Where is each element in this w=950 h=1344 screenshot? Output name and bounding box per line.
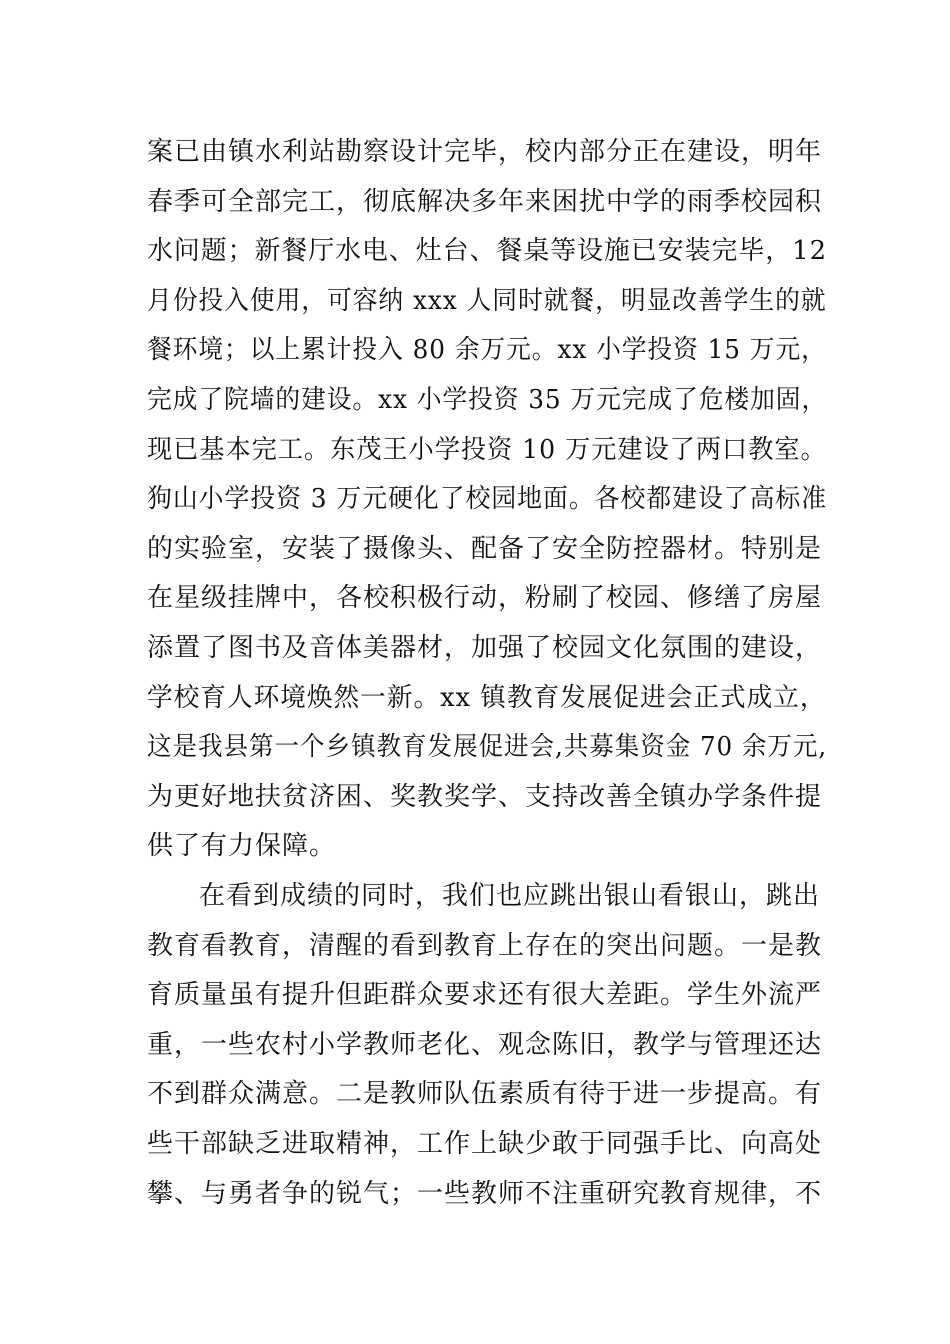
text-line: 完成了院墙的建设。xx 小学投资 35 万元完成了危楼加固， [147,385,828,415]
paragraph-first-line: 在看到成绩的同时，我们也应跳出银山看银山，跳出 [199,881,821,911]
text-line: 攀、与勇者争的锐气；一些教师不注重研究教育规律，不 [147,1179,823,1209]
text-line: 水问题；新餐厅水电、灶台、餐桌等设施已安装完毕，12 [147,236,828,266]
text-line: 些干部缺乏进取精神，工作上缺少敢于同强手比、向高处 [147,1129,823,1159]
text-line: 教育看教育，清醒的看到教育上存在的突出问题。一是教 [147,931,823,961]
text-line: 添置了图书及音体美器材，加强了校园文化氛围的建设， [147,633,823,663]
text-line: 月份投入使用，可容纳 xxx 人同时就餐，明显改善学生的就 [147,286,827,316]
text-line: 重，一些农村小学教师老化、观念陈旧，教学与管理还达 [147,1030,823,1060]
text-line: 为更好地扶贫济困、奖教奖学、支持改善全镇办学条件提 [147,782,823,812]
text-line: 学校育人环境焕然一新。xx 镇教育发展促进会正式成立， [147,683,827,713]
text-line: 不到群众满意。二是教师队伍素质有待于进一步提高。有 [147,1079,823,1109]
text-line: 供了有力保障。 [147,831,337,861]
text-line: 案已由镇水利站勘察设计完毕，校内部分正在建设，明年 [147,137,823,167]
text-line: 的实验室，安装了摄像头、配备了安全防控器材。特别是 [147,534,823,564]
text-line: 餐环境；以上累计投入 80 余万元。xx 小学投资 15 万元， [147,335,827,365]
text-line: 这是我县第一个乡镇教育发展促进会,共募集资金 70 余万元, [147,732,828,762]
text-line: 狗山小学投资 3 万元硬化了校园地面。各校都建设了高标准 [147,484,828,514]
text-line: 育质量虽有提升但距群众要求还有很大差距。学生外流严 [147,980,823,1010]
text-line: 在星级挂牌中，各校积极行动，粉刷了校园、修缮了房屋 [147,583,823,613]
text-line: 春季可全部完工，彻底解决多年来困扰中学的雨季校园积 [147,187,823,217]
text-line: 现已基本完工。东茂王小学投资 10 万元建设了两口教室。 [147,435,827,465]
